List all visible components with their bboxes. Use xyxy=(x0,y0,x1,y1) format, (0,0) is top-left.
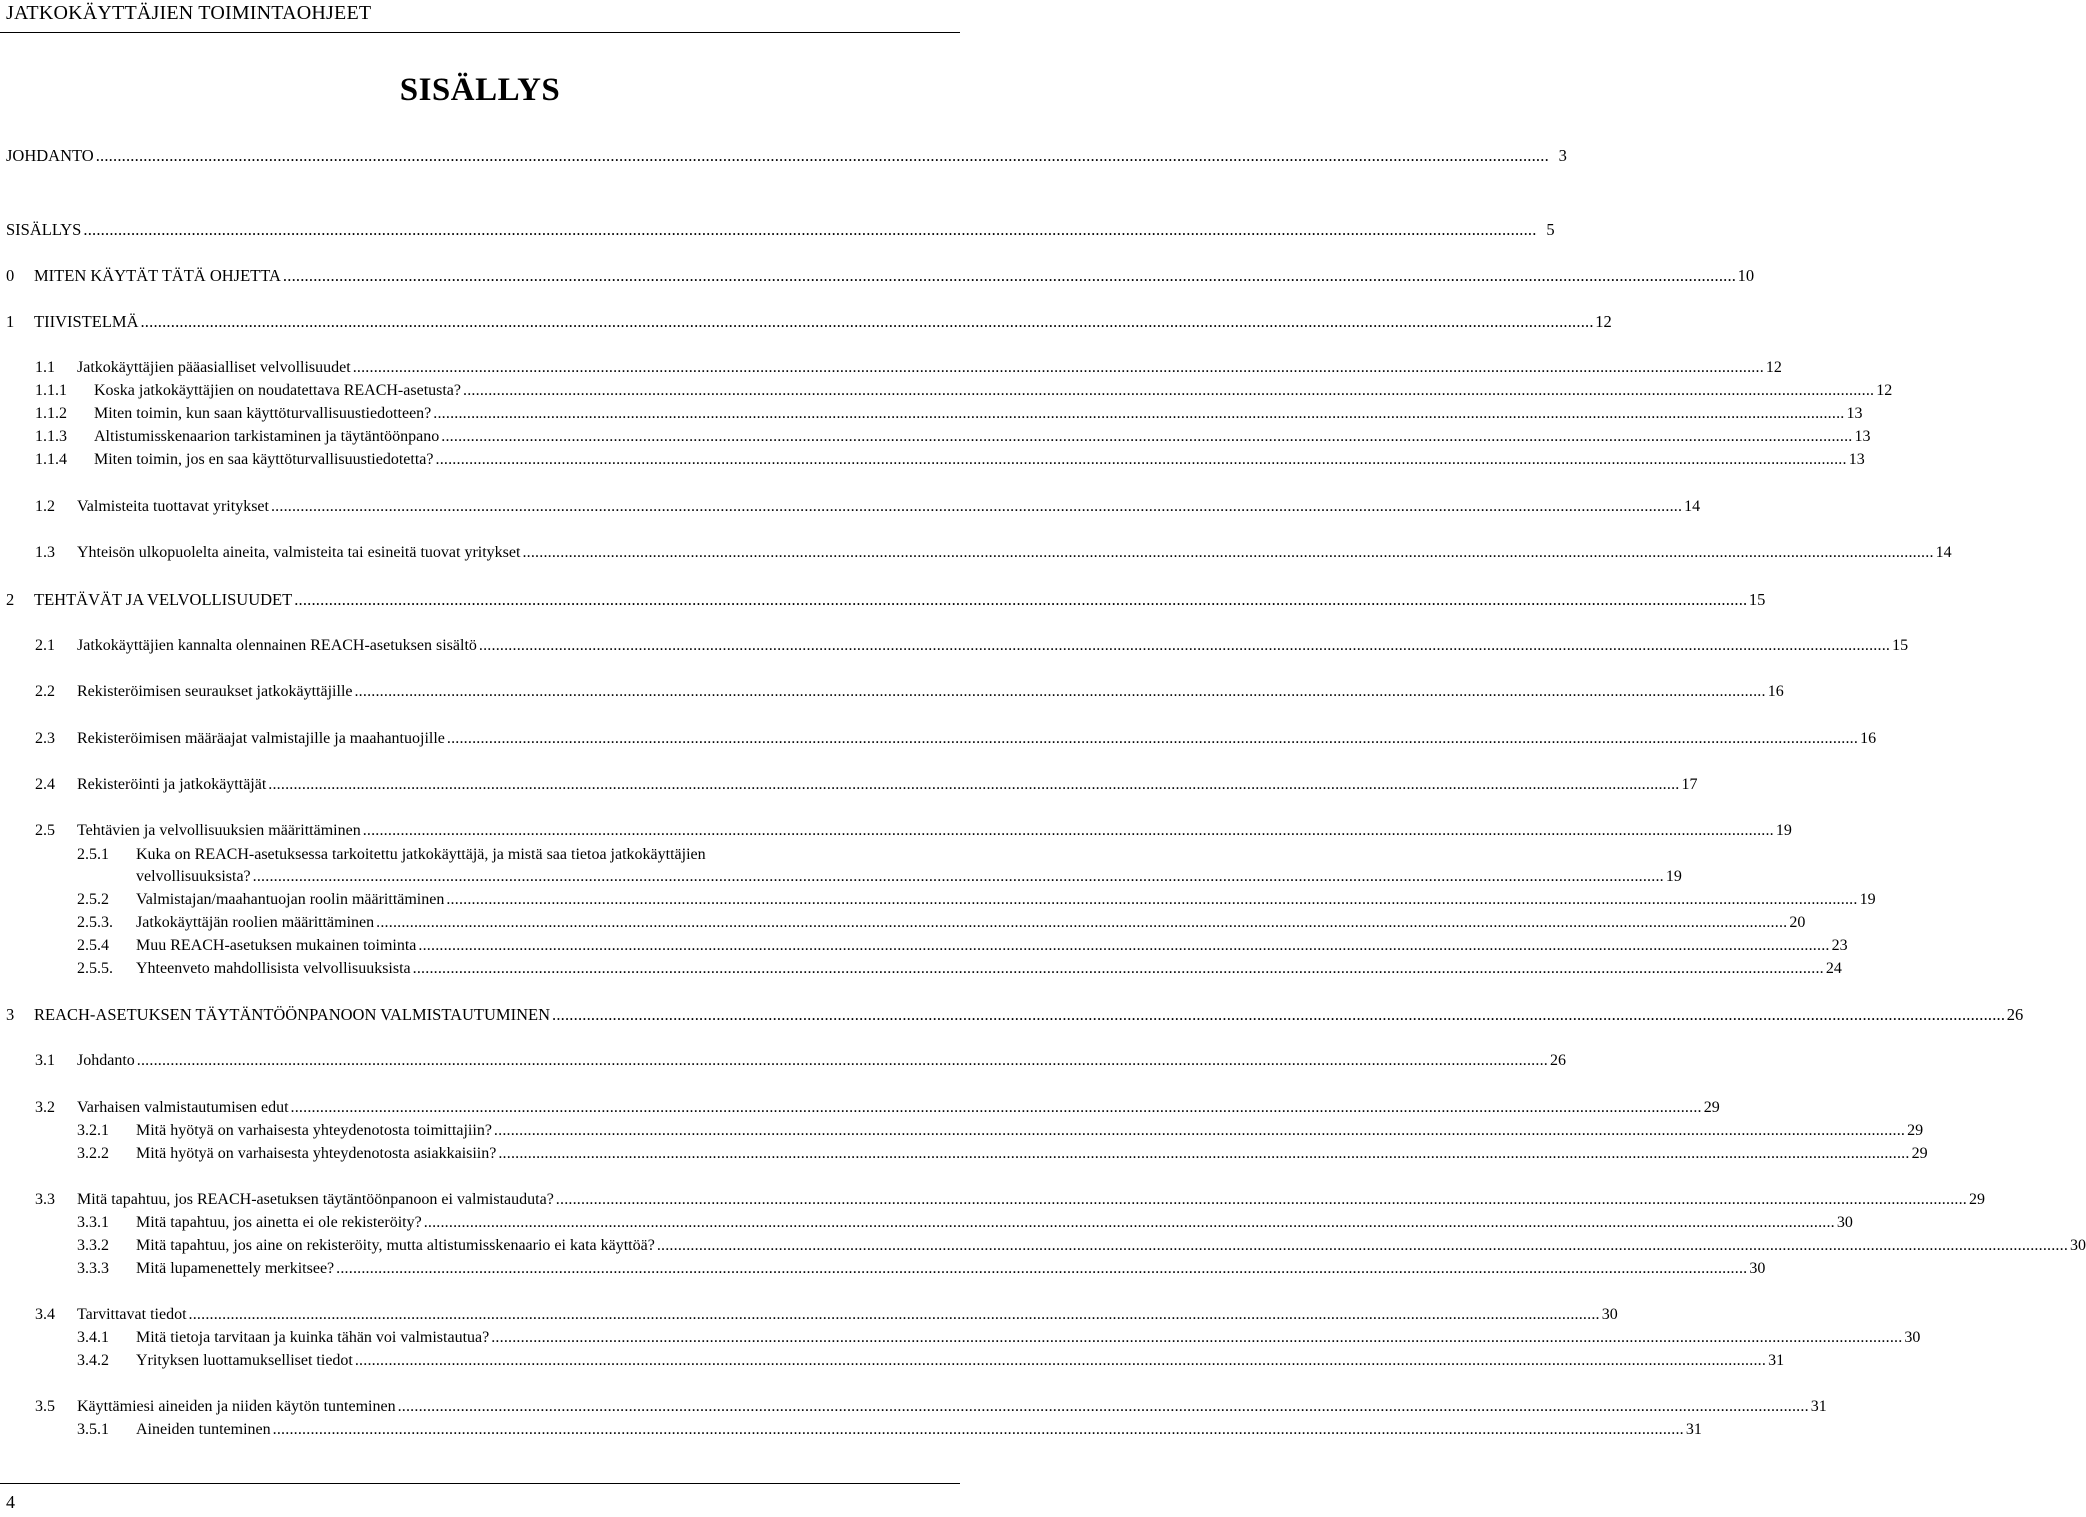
toc-page: 29 xyxy=(1907,1122,1924,1139)
toc-number: 3.2 xyxy=(35,1099,55,1116)
toc-number: 2.5.2 xyxy=(77,891,109,908)
toc-number: 1.1.2 xyxy=(35,405,67,422)
toc-page: 31 xyxy=(1810,1398,1827,1415)
toc-leader xyxy=(253,866,1664,888)
toc-number: 2.5.3. xyxy=(77,914,113,931)
toc-page: 30 xyxy=(2070,1237,2086,1254)
toc-title: Mitä hyötyä on varhaisesta yhteydenotosta toimittajiin? xyxy=(136,1122,492,1139)
toc-title: Mitä lupamenettely merkitsee? xyxy=(136,1260,335,1277)
toc-number: 2.2 xyxy=(35,683,55,700)
toc-page: 10 xyxy=(1737,266,1755,285)
toc-title: Rekisteröinti ja jatkokäyttäjät xyxy=(77,776,267,793)
toc-entry-2[interactable] xyxy=(6,589,1766,611)
toc-number: 1.1 xyxy=(35,359,55,376)
toc-entry-3-2-1[interactable] xyxy=(77,1120,1924,1142)
toc-title: Jatkokäyttäjän roolien määrittäminen xyxy=(136,914,375,931)
toc-title: Yhteisön ulkopuolelta aineita, valmisteita tai esineitä tuovat yritykset xyxy=(77,544,521,561)
toc-entry-3-3[interactable] xyxy=(35,1189,1985,1211)
toc-leader xyxy=(446,889,1857,911)
toc-entry-2-5-1-line2[interactable] xyxy=(136,866,1682,888)
toc-title: Jatkokäyttäjien kannalta olennainen REACH-asetuksen sisältö xyxy=(77,637,477,654)
toc-leader xyxy=(140,311,1593,333)
toc-page: 20 xyxy=(1789,914,1806,931)
toc-leader xyxy=(353,357,1764,379)
toc-leader xyxy=(436,449,1847,471)
toc-entry-1-1-4[interactable] xyxy=(35,449,1865,471)
toc-number: 3 xyxy=(6,1005,15,1024)
toc-page: 31 xyxy=(1685,1421,1702,1438)
toc-entry-1-2[interactable] xyxy=(35,496,1701,518)
toc-leader xyxy=(463,380,1874,402)
toc-number: 3.3 xyxy=(35,1191,55,1208)
toc-title: Rekisteröimisen seuraukset jatkokäyttäjille xyxy=(77,683,353,700)
toc-entry-3-3-1[interactable] xyxy=(77,1212,1853,1234)
toc-page: 15 xyxy=(1748,590,1766,609)
toc-entry-johdanto[interactable] xyxy=(6,145,1567,167)
toc-title: Mitä tapahtuu, jos REACH-asetuksen täytäntöönpanoon ei valmistauduta? xyxy=(77,1191,554,1208)
toc-page: 26 xyxy=(2006,1005,2024,1024)
toc-number: 3.4.2 xyxy=(77,1352,109,1369)
toc-page: 29 xyxy=(1911,1145,1928,1162)
toc-title: Valmistajan/maahantuojan roolin määrittäminen xyxy=(136,891,445,908)
toc-leader xyxy=(418,935,1829,957)
toc-entry-2-5-5[interactable] xyxy=(77,958,1842,980)
toc-leader xyxy=(424,1212,1835,1234)
toc-title: Tehtävien ja velvollisuuksien määrittäminen xyxy=(77,822,361,839)
toc-page: 29 xyxy=(1969,1191,1985,1208)
toc-title: Jatkokäyttäjien pääasialliset velvollisuudet xyxy=(77,359,351,376)
toc-title: Muu REACH-asetuksen mukainen toiminta xyxy=(136,937,417,954)
toc-number: 2.5.5. xyxy=(77,960,113,977)
toc-title: JOHDANTO xyxy=(6,146,94,165)
toc-title: Yrityksen luottamukselliset tiedot xyxy=(136,1352,353,1369)
toc-entry-1[interactable] xyxy=(6,311,1612,333)
toc-entry-3-4-1[interactable] xyxy=(77,1327,1921,1349)
toc-number: 3.5.1 xyxy=(77,1421,109,1438)
toc-entry-3-3-2[interactable] xyxy=(77,1235,2086,1257)
toc-entry-3-2-2[interactable] xyxy=(77,1143,1928,1165)
toc-leader xyxy=(494,1120,1905,1142)
toc-number: 1.1.3 xyxy=(35,428,67,445)
toc-number: 3.2.2 xyxy=(77,1145,109,1162)
toc-leader xyxy=(336,1258,1747,1280)
toc-entry-2-5-1-line1[interactable] xyxy=(77,844,706,866)
toc-page: 30 xyxy=(1904,1329,1921,1346)
toc-number: 2.3 xyxy=(35,730,55,747)
toc-title: REACH-ASETUKSEN TÄYTÄNTÖÖNPANOON VALMISTAUTUMINEN xyxy=(34,1005,550,1024)
running-header: JATKOKÄYTTÄJIEN TOIMINTAOHJEET xyxy=(6,2,372,24)
toc-title: Kuka on REACH-asetuksessa tarkoitettu jatkokäyttäjä, ja mistä saa tietoa jatkokäyttäjien xyxy=(136,846,706,863)
toc-title: Mitä tapahtuu, jos ainetta ei ole rekisteröity? xyxy=(136,1214,422,1231)
toc-page: 5 xyxy=(1546,220,1555,239)
toc-leader xyxy=(283,265,1736,287)
header-rule xyxy=(0,32,960,33)
toc-title: Miten toimin, kun saan käyttöturvallisuustiedotteen? xyxy=(94,405,432,422)
toc-leader xyxy=(294,589,1747,611)
toc-entry-2-5[interactable] xyxy=(35,820,1792,842)
toc-entry-1-1-1[interactable] xyxy=(35,380,1893,402)
toc-page: 31 xyxy=(1768,1352,1785,1369)
toc-number: 2.1 xyxy=(35,637,55,654)
toc-number: 3.3.1 xyxy=(77,1214,109,1231)
toc-number: 3.4 xyxy=(35,1306,55,1323)
toc-leader xyxy=(83,219,1536,241)
toc-number: 1.1.4 xyxy=(35,451,67,468)
toc-number: 3.3.3 xyxy=(77,1260,109,1277)
toc-leader xyxy=(363,820,1774,842)
toc-page: 19 xyxy=(1665,868,1682,885)
toc-page: 23 xyxy=(1831,937,1848,954)
toc-leader xyxy=(556,1189,1967,1211)
toc-entry-2-5-3[interactable] xyxy=(77,912,1806,934)
toc-number: 3.1 xyxy=(35,1052,55,1069)
toc-entry-sisallys[interactable] xyxy=(6,219,1555,241)
toc-entry-0[interactable] xyxy=(6,265,1755,287)
toc-leader xyxy=(433,403,1844,425)
toc-page: 13 xyxy=(1846,405,1863,422)
toc-title: Mitä hyötyä on varhaisesta yhteydenotosta asiakkaisiin? xyxy=(136,1145,497,1162)
page-title-text: SISÄLLYS xyxy=(399,72,561,108)
toc-leader xyxy=(268,774,1679,796)
toc-number: 2 xyxy=(6,590,15,609)
toc-entry-1-1-2[interactable] xyxy=(35,403,1863,425)
toc-entry-1-1[interactable] xyxy=(35,357,1782,379)
toc-number: 2.4 xyxy=(35,776,55,793)
toc-title: Rekisteröimisen määräajat valmistajille ja maahantuojille xyxy=(77,730,445,747)
toc-page: 12 xyxy=(1876,382,1893,399)
toc-number: 1.3 xyxy=(35,544,55,561)
toc-number: 1.2 xyxy=(35,498,55,515)
toc-title: Mitä tapahtuu, jos aine on rekisteröity, mutta altistumisskenaario ei kata käyttöä? xyxy=(136,1237,655,1254)
toc-entry-3-4[interactable] xyxy=(35,1304,1618,1326)
toc-number: 3.3.2 xyxy=(77,1237,109,1254)
toc-leader xyxy=(552,1004,2005,1026)
toc-page: 29 xyxy=(1703,1099,1720,1116)
toc-leader xyxy=(189,1304,1600,1326)
toc-entry-2-3[interactable] xyxy=(35,728,1877,750)
toc-title: Johdanto xyxy=(77,1052,135,1069)
footer-rule xyxy=(0,1483,960,1484)
toc-leader xyxy=(398,1396,1809,1418)
toc-leader xyxy=(491,1327,1902,1349)
toc-title: Tarvittavat tiedot xyxy=(77,1306,187,1323)
toc-title: Mitä tietoja tarvitaan ja kuinka tähän voi valmistautua? xyxy=(136,1329,490,1346)
toc-page: 19 xyxy=(1775,822,1792,839)
toc-title: Valmisteita tuottavat yritykset xyxy=(77,498,269,515)
toc-entry-1-1-3[interactable] xyxy=(35,426,1871,448)
toc-entry-1-3[interactable] xyxy=(35,542,1952,564)
toc-title: Yhteenveto mahdollisista velvollisuuksista xyxy=(136,960,411,977)
toc-page: 13 xyxy=(1848,451,1865,468)
toc-title: SISÄLLYS xyxy=(6,220,82,239)
toc-page: 16 xyxy=(1860,730,1877,747)
toc-entry-3-5[interactable] xyxy=(35,1396,1827,1418)
toc-entry-2-4[interactable] xyxy=(35,774,1698,796)
toc-page: 13 xyxy=(1854,428,1871,445)
page-title xyxy=(0,72,960,109)
toc-number: 0 xyxy=(6,266,15,285)
toc-entry-3[interactable] xyxy=(6,1004,2024,1026)
toc-title: Miten toimin, jos en saa käyttöturvallisuustiedotetta? xyxy=(94,451,434,468)
toc-leader xyxy=(137,1050,1548,1072)
page-number: 4 xyxy=(6,1492,15,1512)
toc-title: TIIVISTELMÄ xyxy=(34,312,139,331)
toc-number: 3.4.1 xyxy=(77,1329,109,1346)
toc-page: 15 xyxy=(1892,637,1909,654)
toc-page: 19 xyxy=(1859,891,1876,908)
toc-leader xyxy=(354,681,1765,703)
toc-number: 1 xyxy=(6,312,15,331)
toc-title: Käyttämiesi aineiden ja niiden käytön tunteminen xyxy=(77,1398,396,1415)
toc-leader xyxy=(413,958,1824,980)
toc-page: 14 xyxy=(1684,498,1701,515)
toc-title: Koska jatkokäyttäjien on noudatettava REACH-asetusta? xyxy=(94,382,462,399)
toc-page: 12 xyxy=(1765,359,1782,376)
toc-title: Varhaisen valmistautumisen edut xyxy=(77,1099,289,1116)
toc-leader xyxy=(498,1143,1909,1165)
toc-number: 2.5.1 xyxy=(77,846,109,863)
toc-entry-2-1[interactable] xyxy=(35,635,1909,657)
toc-leader xyxy=(273,1419,1684,1441)
toc-leader xyxy=(522,542,1933,564)
toc-leader xyxy=(376,912,1787,934)
toc-page: 24 xyxy=(1825,960,1842,977)
toc-title-continuation: velvollisuuksista? xyxy=(136,868,251,885)
toc-entry-3-5-1[interactable] xyxy=(77,1419,1702,1441)
toc-leader xyxy=(355,1350,1766,1372)
toc-number: 2.5.4 xyxy=(77,937,109,954)
toc-title: Aineiden tunteminen xyxy=(136,1421,271,1438)
toc-leader xyxy=(291,1097,1702,1119)
toc-entry-3-3-3[interactable] xyxy=(77,1258,1766,1280)
toc-number: 1.1.1 xyxy=(35,382,67,399)
toc-leader xyxy=(96,145,1549,167)
toc-page: 12 xyxy=(1595,312,1612,331)
toc-title: MITEN KÄYTÄT TÄTÄ OHJETTA xyxy=(34,266,281,285)
toc-leader xyxy=(479,635,1890,657)
toc-page: 30 xyxy=(1749,1260,1766,1277)
toc-number: 3.2.1 xyxy=(77,1122,109,1139)
toc-entry-3-2[interactable] xyxy=(35,1097,1720,1119)
toc-leader xyxy=(447,728,1858,750)
toc-page: 30 xyxy=(1601,1306,1618,1323)
toc-page: 26 xyxy=(1549,1052,1566,1069)
toc-leader xyxy=(271,496,1682,518)
toc-title: Altistumisskenaarion tarkistaminen ja täytäntöönpano xyxy=(94,428,440,445)
toc-entry-2-5-4[interactable] xyxy=(77,935,1848,957)
toc-page: 3 xyxy=(1558,146,1567,165)
toc-entry-2-5-2[interactable] xyxy=(77,889,1876,911)
toc-page: 16 xyxy=(1767,683,1784,700)
toc-leader xyxy=(441,426,1852,448)
toc-leader xyxy=(657,1235,2068,1257)
toc-page: 30 xyxy=(1836,1214,1853,1231)
toc-number: 3.5 xyxy=(35,1398,55,1415)
toc-entry-3-4-2[interactable] xyxy=(77,1350,1785,1372)
toc-page: 14 xyxy=(1935,544,1952,561)
toc-page: 17 xyxy=(1681,776,1698,793)
toc-title: TEHTÄVÄT JA VELVOLLISUUDET xyxy=(34,590,293,609)
toc-entry-3-1[interactable] xyxy=(35,1050,1566,1072)
toc-number: 2.5 xyxy=(35,822,55,839)
toc-entry-2-2[interactable] xyxy=(35,681,1784,703)
